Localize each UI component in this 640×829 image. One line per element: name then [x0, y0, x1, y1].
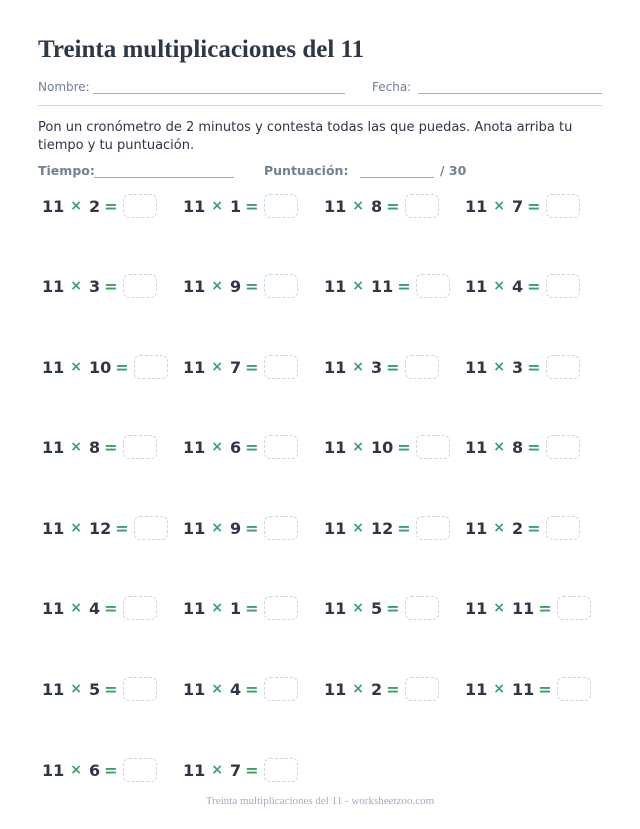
equals-sign: =	[104, 276, 118, 296]
equals-sign: =	[386, 598, 400, 618]
answer-box[interactable]	[264, 596, 298, 620]
multiplicand: 11	[183, 196, 206, 216]
score-row	[38, 163, 602, 183]
answer-box[interactable]	[546, 435, 580, 459]
multiplier: 9	[230, 276, 242, 296]
multiplier: 1	[230, 598, 242, 618]
multiplicand: 11	[183, 518, 206, 538]
multiplier: 11	[371, 276, 394, 296]
multiplicand: 11	[183, 437, 206, 457]
times-sign: ×	[211, 278, 223, 294]
answer-box[interactable]	[264, 516, 298, 540]
times-sign: ×	[70, 681, 82, 697]
multiplier: 4	[512, 276, 524, 296]
equals-sign: =	[527, 437, 541, 457]
problem-item	[324, 516, 450, 540]
times-sign: ×	[70, 439, 82, 455]
times-sign: ×	[352, 198, 364, 214]
answer-box[interactable]	[416, 274, 450, 298]
multiplier: 2	[512, 518, 524, 538]
times-sign: ×	[352, 359, 364, 375]
multiplier: 6	[230, 437, 242, 457]
equals-sign: =	[104, 437, 118, 457]
problem-item	[183, 355, 298, 379]
equals-sign: =	[386, 196, 400, 216]
problem-item	[465, 274, 580, 298]
multiplier: 9	[230, 518, 242, 538]
multiplier: 11	[512, 679, 535, 699]
equals-sign: =	[245, 357, 259, 377]
times-sign: ×	[70, 600, 82, 616]
equals-sign: =	[386, 679, 400, 699]
score-label: Puntuación:	[264, 163, 349, 178]
times-sign: ×	[493, 600, 505, 616]
problem-item	[183, 677, 298, 701]
worksheet-title: Treinta multiplicaciones del 11	[38, 36, 365, 63]
answer-box[interactable]	[546, 516, 580, 540]
problem-item	[465, 677, 591, 701]
multiplier: 8	[512, 437, 524, 457]
multiplicand: 11	[42, 598, 65, 618]
equals-sign: =	[115, 518, 129, 538]
multiplicand: 11	[465, 357, 488, 377]
problem-item	[324, 435, 450, 459]
problem-item	[183, 274, 298, 298]
times-sign: ×	[70, 762, 82, 778]
answer-box[interactable]	[123, 435, 157, 459]
times-sign: ×	[211, 359, 223, 375]
answer-box[interactable]	[405, 677, 439, 701]
multiplicand: 11	[42, 679, 65, 699]
equals-sign: =	[397, 437, 411, 457]
multiplicand: 11	[324, 679, 347, 699]
problem-item	[324, 596, 439, 620]
multiplicand: 11	[465, 518, 488, 538]
times-sign: ×	[70, 359, 82, 375]
times-sign: ×	[352, 278, 364, 294]
equals-sign: =	[245, 679, 259, 699]
times-sign: ×	[70, 520, 82, 536]
multiplier: 6	[89, 760, 101, 780]
multiplier: 5	[371, 598, 383, 618]
multiplicand: 11	[465, 679, 488, 699]
times-sign: ×	[211, 762, 223, 778]
times-sign: ×	[493, 359, 505, 375]
answer-box[interactable]	[557, 677, 591, 701]
answer-box[interactable]	[264, 758, 298, 782]
times-sign: ×	[352, 681, 364, 697]
multiplier: 1	[230, 196, 242, 216]
problem-item	[183, 435, 298, 459]
problem-item	[42, 274, 157, 298]
multiplicand: 11	[324, 276, 347, 296]
multiplicand: 11	[324, 196, 347, 216]
date-field[interactable]	[418, 93, 602, 94]
multiplier: 4	[230, 679, 242, 699]
answer-box[interactable]	[264, 677, 298, 701]
multiplier: 10	[89, 357, 112, 377]
multiplicand: 11	[183, 276, 206, 296]
multiplier: 7	[230, 357, 242, 377]
name-date-row	[38, 80, 602, 100]
answer-box[interactable]	[416, 435, 450, 459]
answer-box[interactable]	[546, 274, 580, 298]
times-sign: ×	[493, 681, 505, 697]
equals-sign: =	[397, 276, 411, 296]
multiplier: 8	[371, 196, 383, 216]
equals-sign: =	[386, 357, 400, 377]
answer-box[interactable]	[134, 355, 168, 379]
multiplier: 2	[371, 679, 383, 699]
multiplicand: 11	[42, 357, 65, 377]
answer-box[interactable]	[546, 194, 580, 218]
times-sign: ×	[70, 198, 82, 214]
times-sign: ×	[211, 520, 223, 536]
score-total: / 30	[440, 163, 467, 178]
multiplier: 5	[89, 679, 101, 699]
problem-item	[324, 677, 439, 701]
times-sign: ×	[352, 600, 364, 616]
multiplier: 8	[89, 437, 101, 457]
answer-box[interactable]	[405, 355, 439, 379]
times-sign: ×	[352, 439, 364, 455]
multiplicand: 11	[42, 437, 65, 457]
problem-item	[42, 758, 157, 782]
problem-item	[465, 194, 580, 218]
problem-item	[42, 516, 168, 540]
multiplier: 4	[89, 598, 101, 618]
multiplicand: 11	[465, 598, 488, 618]
problem-item	[324, 355, 439, 379]
answer-box[interactable]	[264, 435, 298, 459]
equals-sign: =	[397, 518, 411, 538]
problem-item	[42, 435, 157, 459]
multiplicand: 11	[324, 357, 347, 377]
times-sign: ×	[211, 681, 223, 697]
name-field[interactable]	[93, 93, 345, 94]
equals-sign: =	[245, 760, 259, 780]
score-field[interactable]	[360, 177, 434, 178]
problem-item	[324, 274, 450, 298]
multiplier: 3	[89, 276, 101, 296]
header-divider	[38, 105, 602, 106]
equals-sign: =	[527, 196, 541, 216]
multiplicand: 11	[42, 518, 65, 538]
equals-sign: =	[104, 760, 118, 780]
equals-sign: =	[245, 196, 259, 216]
answer-box[interactable]	[405, 596, 439, 620]
times-sign: ×	[493, 439, 505, 455]
equals-sign: =	[527, 518, 541, 538]
multiplicand: 11	[183, 679, 206, 699]
problem-item	[183, 194, 298, 218]
name-label: Nombre:	[38, 80, 90, 94]
multiplicand: 11	[183, 598, 206, 618]
problem-item	[42, 596, 157, 620]
multiplier: 11	[512, 598, 535, 618]
equals-sign: =	[245, 518, 259, 538]
time-field[interactable]	[94, 177, 234, 178]
answer-box[interactable]	[123, 677, 157, 701]
answer-box[interactable]	[123, 194, 157, 218]
date-label: Fecha:	[372, 80, 412, 94]
problem-item	[465, 516, 580, 540]
equals-sign: =	[104, 598, 118, 618]
multiplier: 3	[512, 357, 524, 377]
multiplicand: 11	[465, 196, 488, 216]
problem-item	[42, 194, 157, 218]
answer-box[interactable]	[123, 596, 157, 620]
equals-sign: =	[104, 196, 118, 216]
multiplicand: 11	[324, 437, 347, 457]
time-label: Tiempo:	[38, 163, 95, 178]
answer-box[interactable]	[123, 758, 157, 782]
problem-item	[183, 758, 298, 782]
problem-item	[324, 194, 439, 218]
equals-sign: =	[245, 276, 259, 296]
answer-box[interactable]	[264, 355, 298, 379]
answer-box[interactable]	[264, 194, 298, 218]
equals-sign: =	[104, 679, 118, 699]
answer-box[interactable]	[405, 194, 439, 218]
problem-item	[42, 677, 157, 701]
problem-item	[183, 596, 298, 620]
times-sign: ×	[211, 198, 223, 214]
footer-text: Treinta multiplicaciones del 11 - worksheetzoo.com	[205, 795, 435, 807]
problem-item	[465, 596, 591, 620]
times-sign: ×	[493, 278, 505, 294]
equals-sign: =	[538, 598, 552, 618]
multiplicand: 11	[465, 276, 488, 296]
times-sign: ×	[211, 600, 223, 616]
multiplier: 7	[512, 196, 524, 216]
multiplicand: 11	[324, 518, 347, 538]
times-sign: ×	[493, 520, 505, 536]
multiplier: 2	[89, 196, 101, 216]
multiplicand: 11	[42, 276, 65, 296]
multiplier: 12	[371, 518, 394, 538]
multiplier: 12	[89, 518, 112, 538]
times-sign: ×	[70, 278, 82, 294]
multiplicand: 11	[42, 760, 65, 780]
equals-sign: =	[527, 276, 541, 296]
equals-sign: =	[538, 679, 552, 699]
answer-box[interactable]	[264, 274, 298, 298]
equals-sign: =	[527, 357, 541, 377]
problem-item	[183, 516, 298, 540]
answer-box[interactable]	[416, 516, 450, 540]
multiplicand: 11	[183, 357, 206, 377]
multiplicand: 11	[183, 760, 206, 780]
instructions-text: Pon un cronómetro de 2 minutos y contesta todas las que puedas. Anota arriba tu tiempo y tu puntuación.	[38, 120, 573, 153]
multiplier: 7	[230, 760, 242, 780]
answer-box[interactable]	[123, 274, 157, 298]
problem-item	[465, 355, 580, 379]
equals-sign: =	[245, 598, 259, 618]
times-sign: ×	[211, 439, 223, 455]
multiplicand: 11	[42, 196, 65, 216]
problem-item	[465, 435, 580, 459]
equals-sign: =	[115, 357, 129, 377]
equals-sign: =	[245, 437, 259, 457]
times-sign: ×	[493, 198, 505, 214]
multiplicand: 11	[324, 598, 347, 618]
times-sign: ×	[352, 520, 364, 536]
multiplier: 3	[371, 357, 383, 377]
multiplier: 10	[371, 437, 394, 457]
answer-box[interactable]	[134, 516, 168, 540]
answer-box[interactable]	[557, 596, 591, 620]
problem-item	[42, 355, 168, 379]
answer-box[interactable]	[546, 355, 580, 379]
multiplicand: 11	[465, 437, 488, 457]
